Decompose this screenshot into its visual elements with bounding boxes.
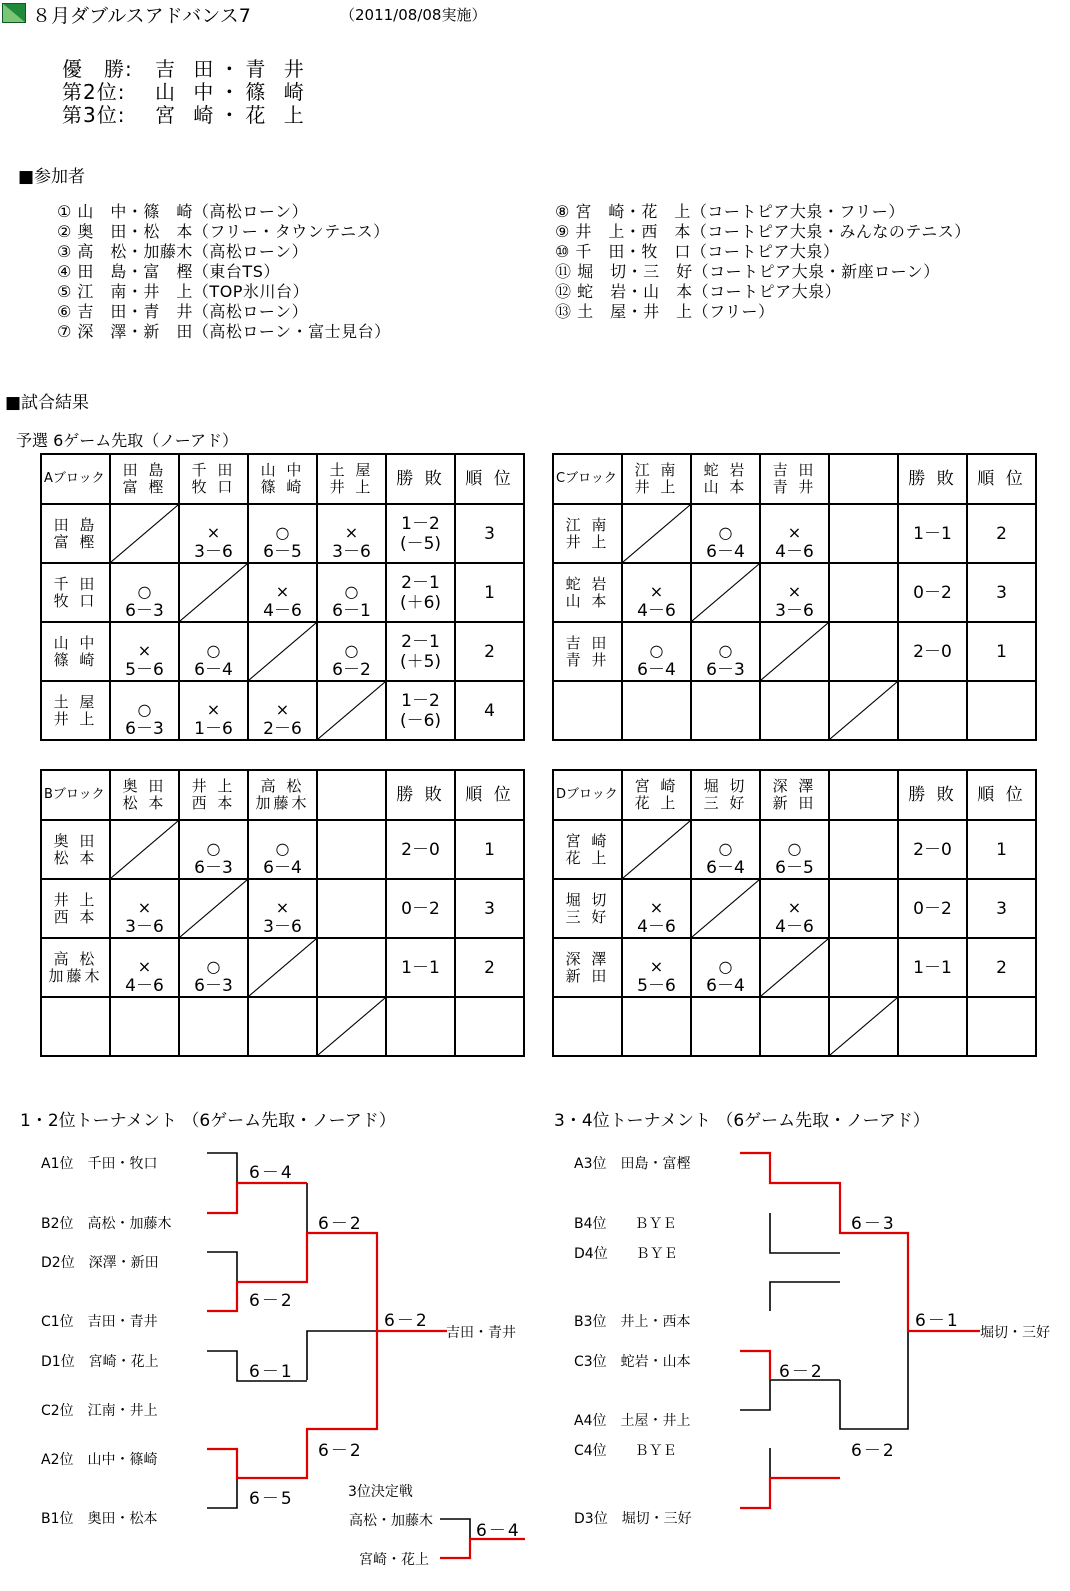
win-loss-header: 勝 敗: [898, 770, 967, 820]
result-mark: ×: [137, 641, 152, 660]
results-heading: ■試合結果: [5, 393, 90, 413]
match-score: 6－4: [476, 1521, 521, 1541]
result-mark: ○: [718, 957, 733, 976]
result-mark: ○: [344, 641, 359, 660]
team-line: 千 田: [191, 461, 236, 479]
match-score: 1－6: [194, 719, 233, 739]
team-line: 蛇 岩: [565, 574, 610, 593]
third-slot: 高松・加藤木: [349, 1513, 433, 1529]
win-loss: 2－0: [401, 839, 440, 860]
win-loss: 0－2: [913, 582, 952, 603]
team-line: 奥 田: [53, 831, 98, 850]
match-score: 2－6: [263, 719, 302, 739]
participants-heading: ■参加者: [18, 167, 86, 187]
bracket-line: [770, 1282, 840, 1311]
result-mark: ○: [206, 839, 221, 858]
team-line: 井 上: [634, 478, 679, 496]
match-score: 6－2: [318, 1214, 363, 1234]
winner-label: 優 勝:: [62, 57, 133, 81]
result-mark: ○: [275, 523, 290, 542]
block-label: Aブロック: [41, 454, 110, 504]
match-score: 6－3: [194, 976, 233, 996]
team-line: 高 松: [53, 949, 98, 968]
result-mark: ×: [206, 523, 221, 542]
rank-header: 順 位: [967, 454, 1036, 504]
page-title: ８月ダブルスアドバンス7: [32, 5, 251, 27]
team-line: 花 上: [565, 848, 610, 867]
result-mark: ×: [275, 700, 290, 719]
team-line: 深 澤: [565, 949, 610, 968]
match-score: 6－2: [384, 1311, 429, 1331]
match-score: 4－6: [775, 917, 814, 937]
bracket-line: [840, 1331, 908, 1429]
match-score: 6－3: [125, 601, 164, 621]
rank-header: 順 位: [967, 770, 1036, 820]
rank-cell: 1: [967, 820, 1036, 879]
bracket-slot: B4位 ＢＹＥ: [574, 1216, 677, 1232]
team-line: 富 樫: [53, 532, 98, 551]
match-score: 3－6: [194, 542, 233, 562]
win-loss-header: 勝 敗: [386, 454, 455, 504]
team-line: 江 南: [634, 461, 679, 479]
champion: 堀切・三好: [980, 1325, 1050, 1341]
participant-entry: ⑬ 土 屋・井 上（フリー）: [555, 302, 775, 321]
champion: 吉田・青井: [446, 1325, 516, 1341]
result-mark: ○: [275, 839, 290, 858]
match-score: 6－4: [249, 1163, 294, 1183]
team-line: 富 樫: [122, 478, 167, 496]
result-mark: ×: [275, 582, 290, 601]
team-line: 新 田: [565, 966, 610, 985]
rank-cell: 1: [455, 820, 524, 879]
match-score: 6－1: [249, 1362, 294, 1382]
team-line: 井 上: [565, 532, 610, 551]
result-mark: ○: [718, 523, 733, 542]
game-diff: (＋5): [399, 651, 442, 672]
team-line: 西 本: [191, 794, 236, 812]
rank-header: 順 位: [455, 770, 524, 820]
participant-entry: ⑥ 吉 田・青 井（高松ローン）: [57, 302, 309, 321]
match-score: 4－6: [775, 542, 814, 562]
match-score: 6－3: [851, 1214, 896, 1234]
block-label: Bブロック: [41, 770, 110, 820]
participant-entry: ⑩ 千 田・牧 口（コートピア大泉）: [555, 242, 840, 261]
participant-entry: ⑪ 堀 切・三 好（コートピア大泉・新座ローン）: [555, 262, 940, 281]
team-line: 田 島: [122, 461, 167, 479]
bracket-slot: D3位 堀切・三好: [574, 1511, 692, 1527]
match-score: 6－5: [775, 858, 814, 878]
match-score: 6－2: [249, 1291, 294, 1311]
win-loss: 1－2: [401, 513, 440, 534]
win-loss: 1－1: [401, 957, 440, 978]
result-mark: ○: [206, 957, 221, 976]
result-mark: ×: [275, 898, 290, 917]
match-score: 6－1: [915, 1311, 960, 1331]
bracket-line: [770, 1448, 840, 1478]
team-line: 加藤木: [255, 794, 310, 812]
team-line: 加藤木: [48, 966, 103, 985]
team-line: 吉 田: [565, 633, 610, 652]
team-line: 篠 崎: [260, 478, 305, 496]
rank-cell: 2: [455, 622, 524, 681]
bracket-slot: C4位 ＢＹＥ: [574, 1443, 677, 1459]
team-line: 井 上: [53, 709, 98, 728]
rank-cell: 3: [455, 504, 524, 563]
match-score: 6－3: [706, 660, 745, 680]
team-line: 千 田: [53, 574, 98, 593]
match-score: 5－6: [125, 660, 164, 680]
rank-cell: 3: [967, 879, 1036, 938]
team-line: 松 本: [122, 794, 167, 812]
team-line: 松 本: [53, 848, 98, 867]
match-score: 6－2: [318, 1441, 363, 1461]
participant-entry: ⑧ 宮 崎・花 上（コートピア大泉・フリー）: [555, 202, 905, 221]
team-line: 奥 田: [122, 777, 167, 795]
bracket-line: [207, 1252, 307, 1282]
participant-entry: ④ 田 島・富 樫（東台TS）: [57, 262, 280, 281]
match-score: 3－6: [125, 917, 164, 937]
match-score: 6－5: [263, 542, 302, 562]
team-line: 宮 崎: [565, 831, 610, 850]
win-loss: 1－2: [401, 690, 440, 711]
bracket-slot: C2位 江南・井上: [41, 1403, 158, 1419]
match-score: 6－2: [851, 1441, 896, 1461]
team-line: 井 上: [191, 777, 236, 795]
rank-cell: 3: [455, 879, 524, 938]
result-mark: ○: [206, 641, 221, 660]
bracket-line: [740, 1153, 980, 1331]
bracket-slot: D4位 ＢＹＥ: [574, 1246, 678, 1262]
team-line: 深 澤: [772, 777, 817, 795]
participant-entry: ⑦ 深 澤・新 田（高松ローン・富士見台）: [57, 322, 391, 341]
bracket-line: [740, 1351, 770, 1380]
match-score: 6－3: [194, 858, 233, 878]
match-score: 5－6: [637, 976, 676, 996]
team-line: 宮 崎: [634, 777, 679, 795]
team-line: 青 井: [565, 650, 610, 669]
bracket-slot: A3位 田島・富樫: [574, 1156, 691, 1172]
bracket-line: [307, 1331, 377, 1380]
team-line: 山 中: [260, 461, 305, 479]
result-mark: ○: [718, 839, 733, 858]
team-line: 青 井: [772, 478, 817, 496]
team-line: 三 好: [565, 907, 610, 926]
team-line: 篠 崎: [53, 650, 98, 669]
win-loss: 0－2: [913, 898, 952, 919]
participant-entry: ⑨ 井 上・西 本（コートピア大泉・みんなのテニス）: [555, 222, 971, 241]
bracket-slot: A1位 千田・牧口: [41, 1156, 158, 1172]
match-score: 6－4: [194, 660, 233, 680]
bracket-slot: A2位 山中・篠崎: [41, 1452, 158, 1468]
bracket-line: [740, 1478, 840, 1508]
rank-cell: 4: [455, 681, 524, 740]
participant-entry: ① 山 中・篠 崎（高松ローン）: [57, 202, 309, 221]
bracket-slot: D1位 宮崎・花上: [41, 1354, 159, 1370]
third-names: 宮 崎・花 上: [155, 103, 310, 127]
result-mark: ○: [649, 641, 664, 660]
match-score: 3－6: [332, 542, 371, 562]
bracket-line: [770, 1213, 840, 1253]
win-loss: 2－1: [401, 572, 440, 593]
team-line: 山 本: [565, 591, 610, 610]
team-line: 田 島: [53, 515, 98, 534]
bracket-line: [740, 1380, 840, 1410]
match-score: 6－4: [637, 660, 676, 680]
result-mark: ×: [344, 523, 359, 542]
team-line: 土 屋: [53, 692, 98, 711]
win-loss: 2－1: [401, 631, 440, 652]
match-score: 6－2: [779, 1362, 824, 1382]
result-mark: ×: [649, 957, 664, 976]
result-mark: ○: [137, 582, 152, 601]
team-line: 牧 口: [53, 591, 98, 610]
rank-cell: 2: [967, 504, 1036, 563]
bracket-line: [207, 1183, 307, 1213]
team-line: 土 屋: [329, 461, 374, 479]
team-line: 高 松: [260, 777, 305, 795]
rank-cell: 1: [455, 563, 524, 622]
bracket-slot: B1位 奥田・松本: [41, 1511, 158, 1527]
team-line: 井 上: [53, 890, 98, 909]
match-score: 4－6: [125, 976, 164, 996]
rank-cell: 2: [967, 938, 1036, 997]
result-mark: ×: [787, 898, 802, 917]
bracket-line: [440, 1519, 470, 1539]
team-line: 新 田: [772, 794, 817, 812]
participant-entry: ⑤ 江 南・井 上（TOP氷川台）: [57, 282, 309, 301]
team-line: 堀 切: [703, 777, 748, 795]
rank-cell: 3: [967, 563, 1036, 622]
third-label: 第3位:: [62, 103, 126, 127]
result-mark: ○: [787, 839, 802, 858]
match-score: 3－6: [775, 601, 814, 621]
block-label: Cブロック: [553, 454, 622, 504]
game-diff: (－6): [399, 710, 442, 731]
bracket-slot: A4位 土屋・井上: [574, 1413, 691, 1429]
result-mark: ×: [787, 582, 802, 601]
team-line: 吉 田: [772, 461, 817, 479]
rank-header: 順 位: [455, 454, 524, 504]
result-mark: ○: [344, 582, 359, 601]
bracket-slot: D2位 深澤・新田: [41, 1255, 159, 1271]
result-mark: ×: [137, 957, 152, 976]
team-line: 牧 口: [191, 478, 236, 496]
result-mark: ×: [206, 700, 221, 719]
result-mark: ×: [137, 898, 152, 917]
bracket-slot: C3位 蛇岩・山本: [574, 1354, 691, 1370]
result-mark: ×: [787, 523, 802, 542]
team-line: 花 上: [634, 794, 679, 812]
match-score: 6－1: [332, 601, 371, 621]
prelim-heading: 予選 6ゲーム先取（ノーアド）: [16, 431, 238, 450]
bracket-34-title: 3・4位トーナメント （6ゲーム先取・ノーアド）: [554, 1111, 930, 1131]
participant-entry: ⑫ 蛇 岩・山 本（コートピア大泉）: [555, 282, 842, 301]
team-line: 蛇 岩: [703, 461, 748, 479]
game-diff: (－5): [399, 533, 442, 554]
win-loss-header: 勝 敗: [898, 454, 967, 504]
team-line: 江 南: [565, 515, 610, 534]
rank-cell: 1: [967, 622, 1036, 681]
match-score: 6－3: [125, 719, 164, 739]
team-line: 井 上: [329, 478, 374, 496]
bracket-slot: B2位 高松・加藤木: [41, 1216, 172, 1232]
bracket-line: [207, 1153, 237, 1213]
result-mark: ○: [718, 641, 733, 660]
win-loss: 0－2: [401, 898, 440, 919]
match-score: 6－4: [706, 542, 745, 562]
third-place-title: 3位決定戦: [348, 1484, 413, 1500]
match-score: 6－2: [332, 660, 371, 680]
match-score: 6－4: [706, 858, 745, 878]
result-mark: ×: [649, 898, 664, 917]
team-line: 堀 切: [565, 890, 610, 909]
win-loss: 2－0: [913, 839, 952, 860]
participant-entry: ② 奥 田・松 本（フリー・タウンテニス）: [57, 222, 390, 241]
bracket-slot: C1位 吉田・青井: [41, 1314, 158, 1330]
win-loss: 1－1: [913, 957, 952, 978]
match-score: 6－4: [706, 976, 745, 996]
third-slot: 宮崎・花上: [359, 1552, 429, 1568]
participant-entry: ③ 高 松・加藤木（高松ローン）: [57, 242, 309, 261]
rank-cell: 2: [455, 938, 524, 997]
bracket-slot: B3位 井上・西本: [574, 1314, 691, 1330]
match-score: 6－5: [249, 1489, 294, 1509]
block-label: Dブロック: [553, 770, 622, 820]
result-mark: ×: [649, 582, 664, 601]
match-score: 4－6: [637, 917, 676, 937]
winner-names: 吉 田・青 井: [155, 57, 310, 81]
match-score: 4－6: [637, 601, 676, 621]
second-names: 山 中・篠 崎: [155, 80, 310, 104]
match-score: 4－6: [263, 601, 302, 621]
win-loss-header: 勝 敗: [386, 770, 455, 820]
bracket-line: [440, 1539, 525, 1558]
result-mark: ○: [137, 700, 152, 719]
second-label: 第2位:: [62, 80, 126, 104]
game-diff: (＋6): [399, 592, 442, 613]
match-score: 3－6: [263, 917, 302, 937]
team-line: 山 本: [703, 478, 748, 496]
event-date: （2011/08/08実施）: [340, 6, 487, 24]
team-line: 山 中: [53, 633, 98, 652]
win-loss: 1－1: [913, 523, 952, 544]
team-line: 西 本: [53, 907, 98, 926]
team-line: 三 好: [703, 794, 748, 812]
match-score: 6－4: [263, 858, 302, 878]
win-loss: 2－0: [913, 641, 952, 662]
bracket-12-title: 1・2位トーナメント （6ゲーム先取・ノーアド）: [20, 1111, 396, 1131]
